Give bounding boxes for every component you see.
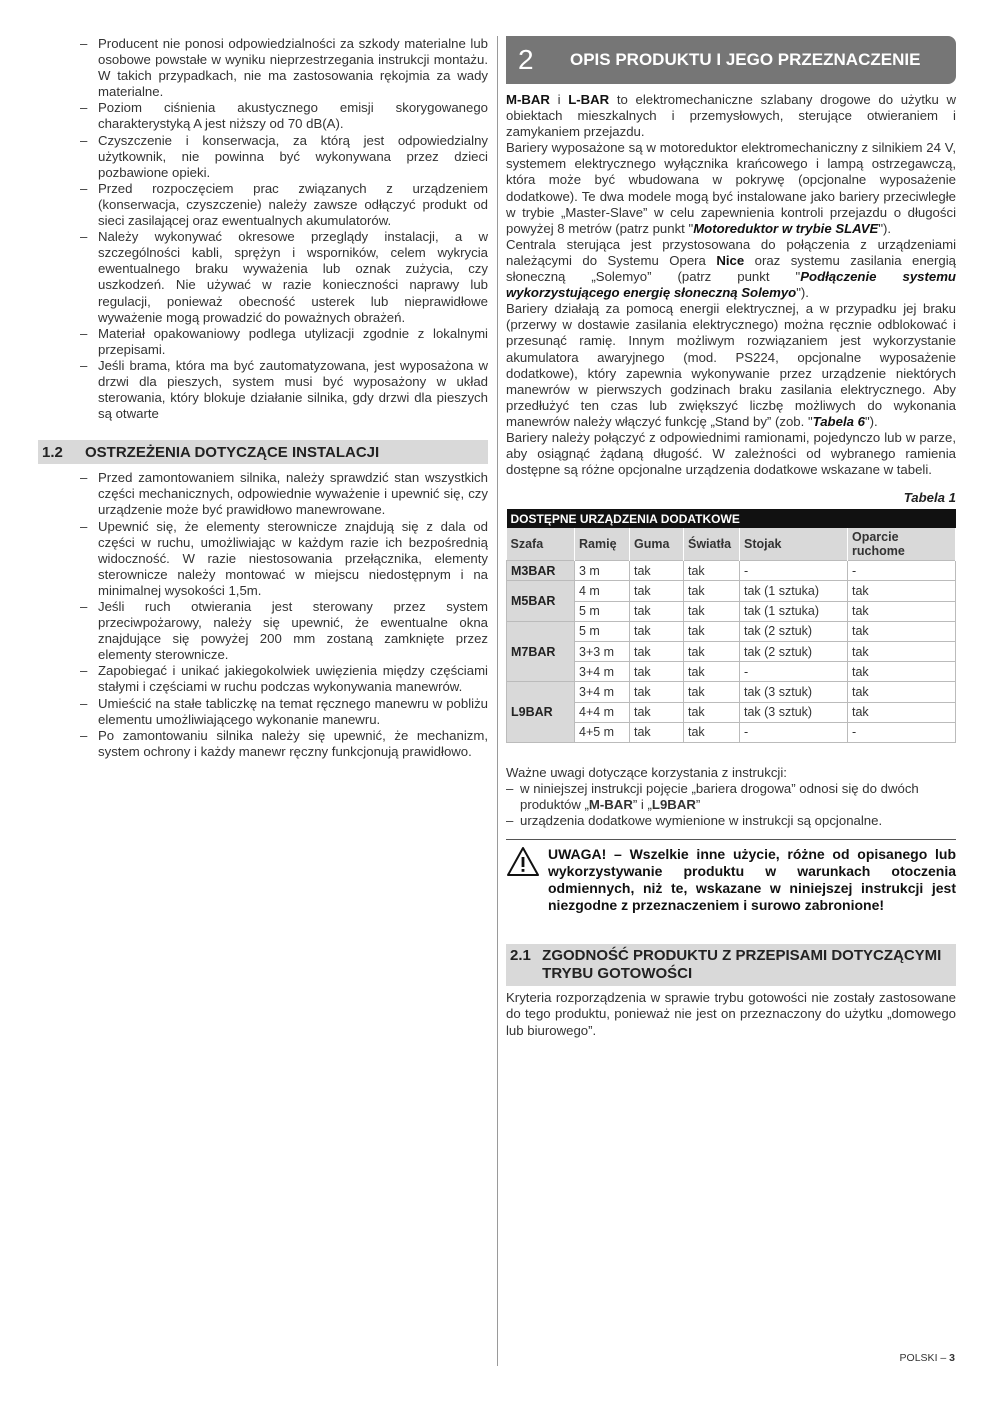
right-column: [506, 36, 956, 1039]
table-cell: tak: [848, 702, 956, 722]
list-item: – Przed zamontowaniem silnika, należy sprawdzić stan wszystkich części mechanicznych, odpowiednie wyważenie i upewnić się, czy urządzenie może być prawidłowo manewrowane.: [98, 470, 488, 518]
table-cell: tak (1 sztuka): [740, 581, 848, 601]
table-cell-model: M7BAR: [507, 621, 575, 682]
table-row: [507, 662, 956, 682]
list-item: – Producent nie ponosi odpowiedzialności za szkody materialne lub osobowe powstałe w wyniku nieprzestrzegania instrukcji montażu. W takich przypadkach, nie ma zastosowania rękojmia za wady materialne.: [98, 36, 488, 100]
table-cell: tak: [848, 682, 956, 702]
table-row: [507, 561, 956, 581]
intro-paragraph: M-BAR i L-BAR to elektromechaniczne szlabany drogowe do użytku w obiektach mieszkalnych i przemysłowych, sterujące otwieraniem i zamykaniem przejazdu.: [506, 92, 956, 140]
column-header: Stojak: [740, 528, 848, 561]
list-item: – Czyszczenie i konserwacja, za którą jest odpowiedzialny użytkownik, nie powinna być wykonywana przez dzieci pozbawione opieki.: [98, 133, 488, 181]
table-cell: 4 m: [575, 581, 630, 601]
table-cell: 3 m: [575, 561, 630, 581]
table-cell: tak: [848, 581, 956, 601]
warning-triangle-icon: [506, 846, 548, 914]
table-cell: tak: [630, 642, 684, 662]
table-cell: tak: [848, 642, 956, 662]
table-cell: tak: [630, 702, 684, 722]
list-item: – Po zamontowaniu silnika należy się upewnić, że mechanizm, system ochrony i każdy manewr ręczny funkcjonują prawidłowo.: [98, 728, 488, 760]
table-cell: tak: [630, 601, 684, 621]
arms-paragraph: Bariery należy połączyć z odpowiednimi ramionami, pojedynczo lub w parze, aby osiągnąć żądaną długość. W zależności od wybranego ramienia dostępne są różne opcjonalne urządzenia dodatkowe wskazane w tabeli.: [506, 429, 956, 478]
table-row: [507, 702, 956, 722]
table-cell: 3+4 m: [575, 682, 630, 702]
table-cell: tak: [684, 662, 740, 682]
table-cell: tak (2 sztuk): [740, 621, 848, 641]
table-cell: -: [848, 561, 956, 581]
chapter-title: OPIS PRODUKTU I JEGO PRZEZNACZENIE: [570, 50, 921, 69]
list-item: – Materiał opakowaniowy podlega utylizacji zgodnie z lokalnymi przepisami.: [98, 326, 488, 358]
power-paragraph: Bariery działają za pomocą energii elektrycznej, a w przypadku jej braku (przerwy w dostawie zasilania elektrycznego) można ręcznie odblokować i przesunąć ramię. Innym możliwym rozwiązaniem jest wykorzystanie akumulatora awaryjnego (mod. PS224, opcjonalne wyposażenie dodatkowe), który zapewnia wykonywanie przez urządzenie niektórych manewrów w pierwszych godzinach braku zasilania elektrycznego. Aby przedłużyć ten czas lub zwiększyć liczbę możliwych do wykonania manewrów należy włączyć funkcję „Stand by” (zob. "Tabela 6").: [506, 301, 956, 429]
table-cell-model: M3BAR: [507, 561, 575, 581]
list-item: – Jeśli ruch otwierania jest sterowany przez system przeciwpożarowy, należy się upewnić, że ewentualne okna znajdujące się powyżej 200 mm zostaną zamknięte przez elementy sterownicze.: [98, 599, 488, 663]
table-cell: tak: [630, 682, 684, 702]
table-cell: tak: [684, 702, 740, 722]
standby-paragraph: Kryteria rozporządzenia w sprawie trybu gotowości nie zostały zastosowane do tego produktu, ponieważ nie jest on przeznaczony do użytku „domowego lub biurowego”.: [506, 990, 956, 1038]
table-cell: -: [740, 662, 848, 682]
list-item: – Upewnić się, że elementy sterownicze znajdują się z dala od części w ruchu, umożliwiając w każdym razie ich bezpośrednią widoczność. W razie niestosowania przełącznika, elementy sterownicze należy montować w miejscu niedostępnym i na minimalnej wysokości 1,5m.: [98, 519, 488, 599]
table-row: [507, 581, 956, 601]
table-cell: tak: [684, 601, 740, 621]
table-cell-model: M5BAR: [507, 581, 575, 621]
motor-paragraph: Bariery wyposażone są w motoreduktor elektromechaniczny z silnikiem 24 V, systemem elektrycznego wyłącznika krańcowego i lampą ostrzegawczą, która może być wbudowana w pokrywę (opcjonalne wyposażenie dodatkowe). Te dwa modele mogą być instalowane jako bariery przeciwległe w trybie „Master-Slave” w celu zapewnienia kontroli przejazdu o długości powyżej 8 metrów (patrz punkt "Motoreduktor w trybie SLAVE").: [506, 140, 956, 236]
table-cell-model: L9BAR: [507, 682, 575, 743]
list-item: – Należy wykonywać okresowe przeglądy instalacji, a w szczególności kabli, sprężyn i wsporników, celem wykrycia ewentualnego braku wyważenia lub oznak zużycia, czy uszkodzeń. Nie używać w razie konieczności naprawy lub regulacji, ponieważ obecność usterek lub nieprawidłowe wyważenie mogą prowadzić do poważnych obrażeń.: [98, 229, 488, 326]
section-title: ZGODNOŚĆ PRODUKTU Z PRZEPISAMI DOTYCZĄCYMI TRYBU GOTOWOŚCI: [542, 947, 942, 983]
chapter-heading: [506, 36, 956, 84]
safety-list: [38, 36, 488, 422]
warning-box: [506, 839, 956, 914]
usage-notes: [506, 765, 956, 829]
section-heading-1-2: [38, 440, 488, 464]
column-header: Szafa: [507, 528, 575, 561]
column-header: Oparcie ruchome: [848, 528, 956, 561]
table-cell: -: [740, 561, 848, 581]
list-item: – Zapobiegać i unikać jakiegokolwiek uwięzienia między częściami stałymi i częściami w ruchu podczas wykonywania manewrów.: [98, 663, 488, 695]
table-cell: tak: [848, 662, 956, 682]
list-item: – Poziom ciśnienia akustycznego emisji skorygowanego charakterystyką A jest niższy od 70 dB(A).: [98, 100, 488, 132]
table-cell: 4+4 m: [575, 702, 630, 722]
warning-text: UWAGA! – Wszelkie inne użycie, różne od opisanego lub wykorzystywanie produktu w warunkach otoczenia odmiennych, niż te, wskazane w niniejszej instrukcji jest niezgodne z przeznaczeniem i surowo zabronione!: [548, 846, 956, 914]
table-row: [507, 621, 956, 641]
table-cell: tak: [684, 581, 740, 601]
table-row: [507, 722, 956, 742]
table-cell: tak: [630, 561, 684, 581]
table-cell: tak: [630, 722, 684, 742]
page-number: 3: [949, 1352, 955, 1364]
list-item: – w niniejszej instrukcji pojęcie „bariera drogowa” odnosi się do dwóch produktów „M-BAR” i „L9BAR”: [520, 781, 956, 813]
table-row: [507, 601, 956, 621]
table-cell: 5 m: [575, 621, 630, 641]
table-cell: tak: [684, 621, 740, 641]
table-cell: tak: [848, 601, 956, 621]
table-cell: tak: [630, 621, 684, 641]
column-header: Guma: [630, 528, 684, 561]
notes-intro: Ważne uwagi dotyczące korzystania z instrukcji:: [506, 764, 787, 780]
table-cell: tak (3 sztuk): [740, 702, 848, 722]
list-item: – Jeśli brama, która ma być zautomatyzowana, jest wyposażona w drzwi dla pieszych, system musi być wyposażony w układ sterowania, który blokuje działanie silnika, gdy drzwi dla pieszych są otwarte: [98, 358, 488, 422]
table-cell: tak (2 sztuk): [740, 642, 848, 662]
table-cell: tak: [684, 682, 740, 702]
left-column: [38, 36, 488, 760]
table-cell: -: [848, 722, 956, 742]
footer-language: POLSKI –: [899, 1352, 950, 1364]
notes-list: [506, 781, 956, 829]
section-title: OSTRZEŻENIA DOTYCZĄCE INSTALACJI: [85, 443, 380, 461]
table-cell: 4+5 m: [575, 722, 630, 742]
table-title: DOSTĘPNE URZĄDZENIA DODATKOWE: [507, 509, 956, 528]
list-item: – Przed rozpoczęciem prac związanych z urządzeniem (konserwacja, czyszczenie) należy zawsze odłączyć produkt od sieci zasilającej oraz ewentualnych akumulatorów.: [98, 181, 488, 229]
column-header: Ramię: [575, 528, 630, 561]
control-unit-paragraph: Centrala sterująca jest przystosowana do połączenia z urządzeniami należącymi do Systemu Opera Nice oraz systemu zasilania energią słoneczną „Solemyo” (patrz punkt "Podłączenie systemu wykorzystującego energię słoneczną Solemyo").: [506, 236, 956, 301]
column-header: Światła: [684, 528, 740, 561]
table-cell: tak: [684, 722, 740, 742]
list-item: – Umieścić na stałe tabliczkę na temat ręcznego manewru w pobliżu elementu umożliwiającego wykonanie manewru.: [98, 696, 488, 728]
table-cell: -: [740, 722, 848, 742]
table-cell: tak: [630, 662, 684, 682]
accessories-table: [506, 509, 956, 743]
page-footer: [900, 1352, 955, 1364]
installation-warnings-list: [38, 470, 488, 760]
table-cell: tak: [684, 642, 740, 662]
table-cell: 3+4 m: [575, 662, 630, 682]
column-divider: [497, 36, 498, 1366]
table-cell: 5 m: [575, 601, 630, 621]
table-row: [507, 642, 956, 662]
table-cell: tak: [630, 581, 684, 601]
table-cell: tak (1 sztuka): [740, 601, 848, 621]
table-row: [507, 682, 956, 702]
table-cell: tak: [848, 621, 956, 641]
section-number: 1.2: [42, 443, 63, 461]
section-number: 2.1: [510, 947, 531, 965]
chapter-number: 2: [518, 44, 534, 75]
table-cell: tak: [684, 561, 740, 581]
list-item: – urządzenia dodatkowe wymienione w instrukcji są opcjonalne.: [520, 813, 956, 829]
table-cell: 3+3 m: [575, 642, 630, 662]
section-heading-2-1: [506, 944, 956, 986]
table-cell: tak (3 sztuk): [740, 682, 848, 702]
table-caption: Tabela 1: [903, 490, 956, 506]
